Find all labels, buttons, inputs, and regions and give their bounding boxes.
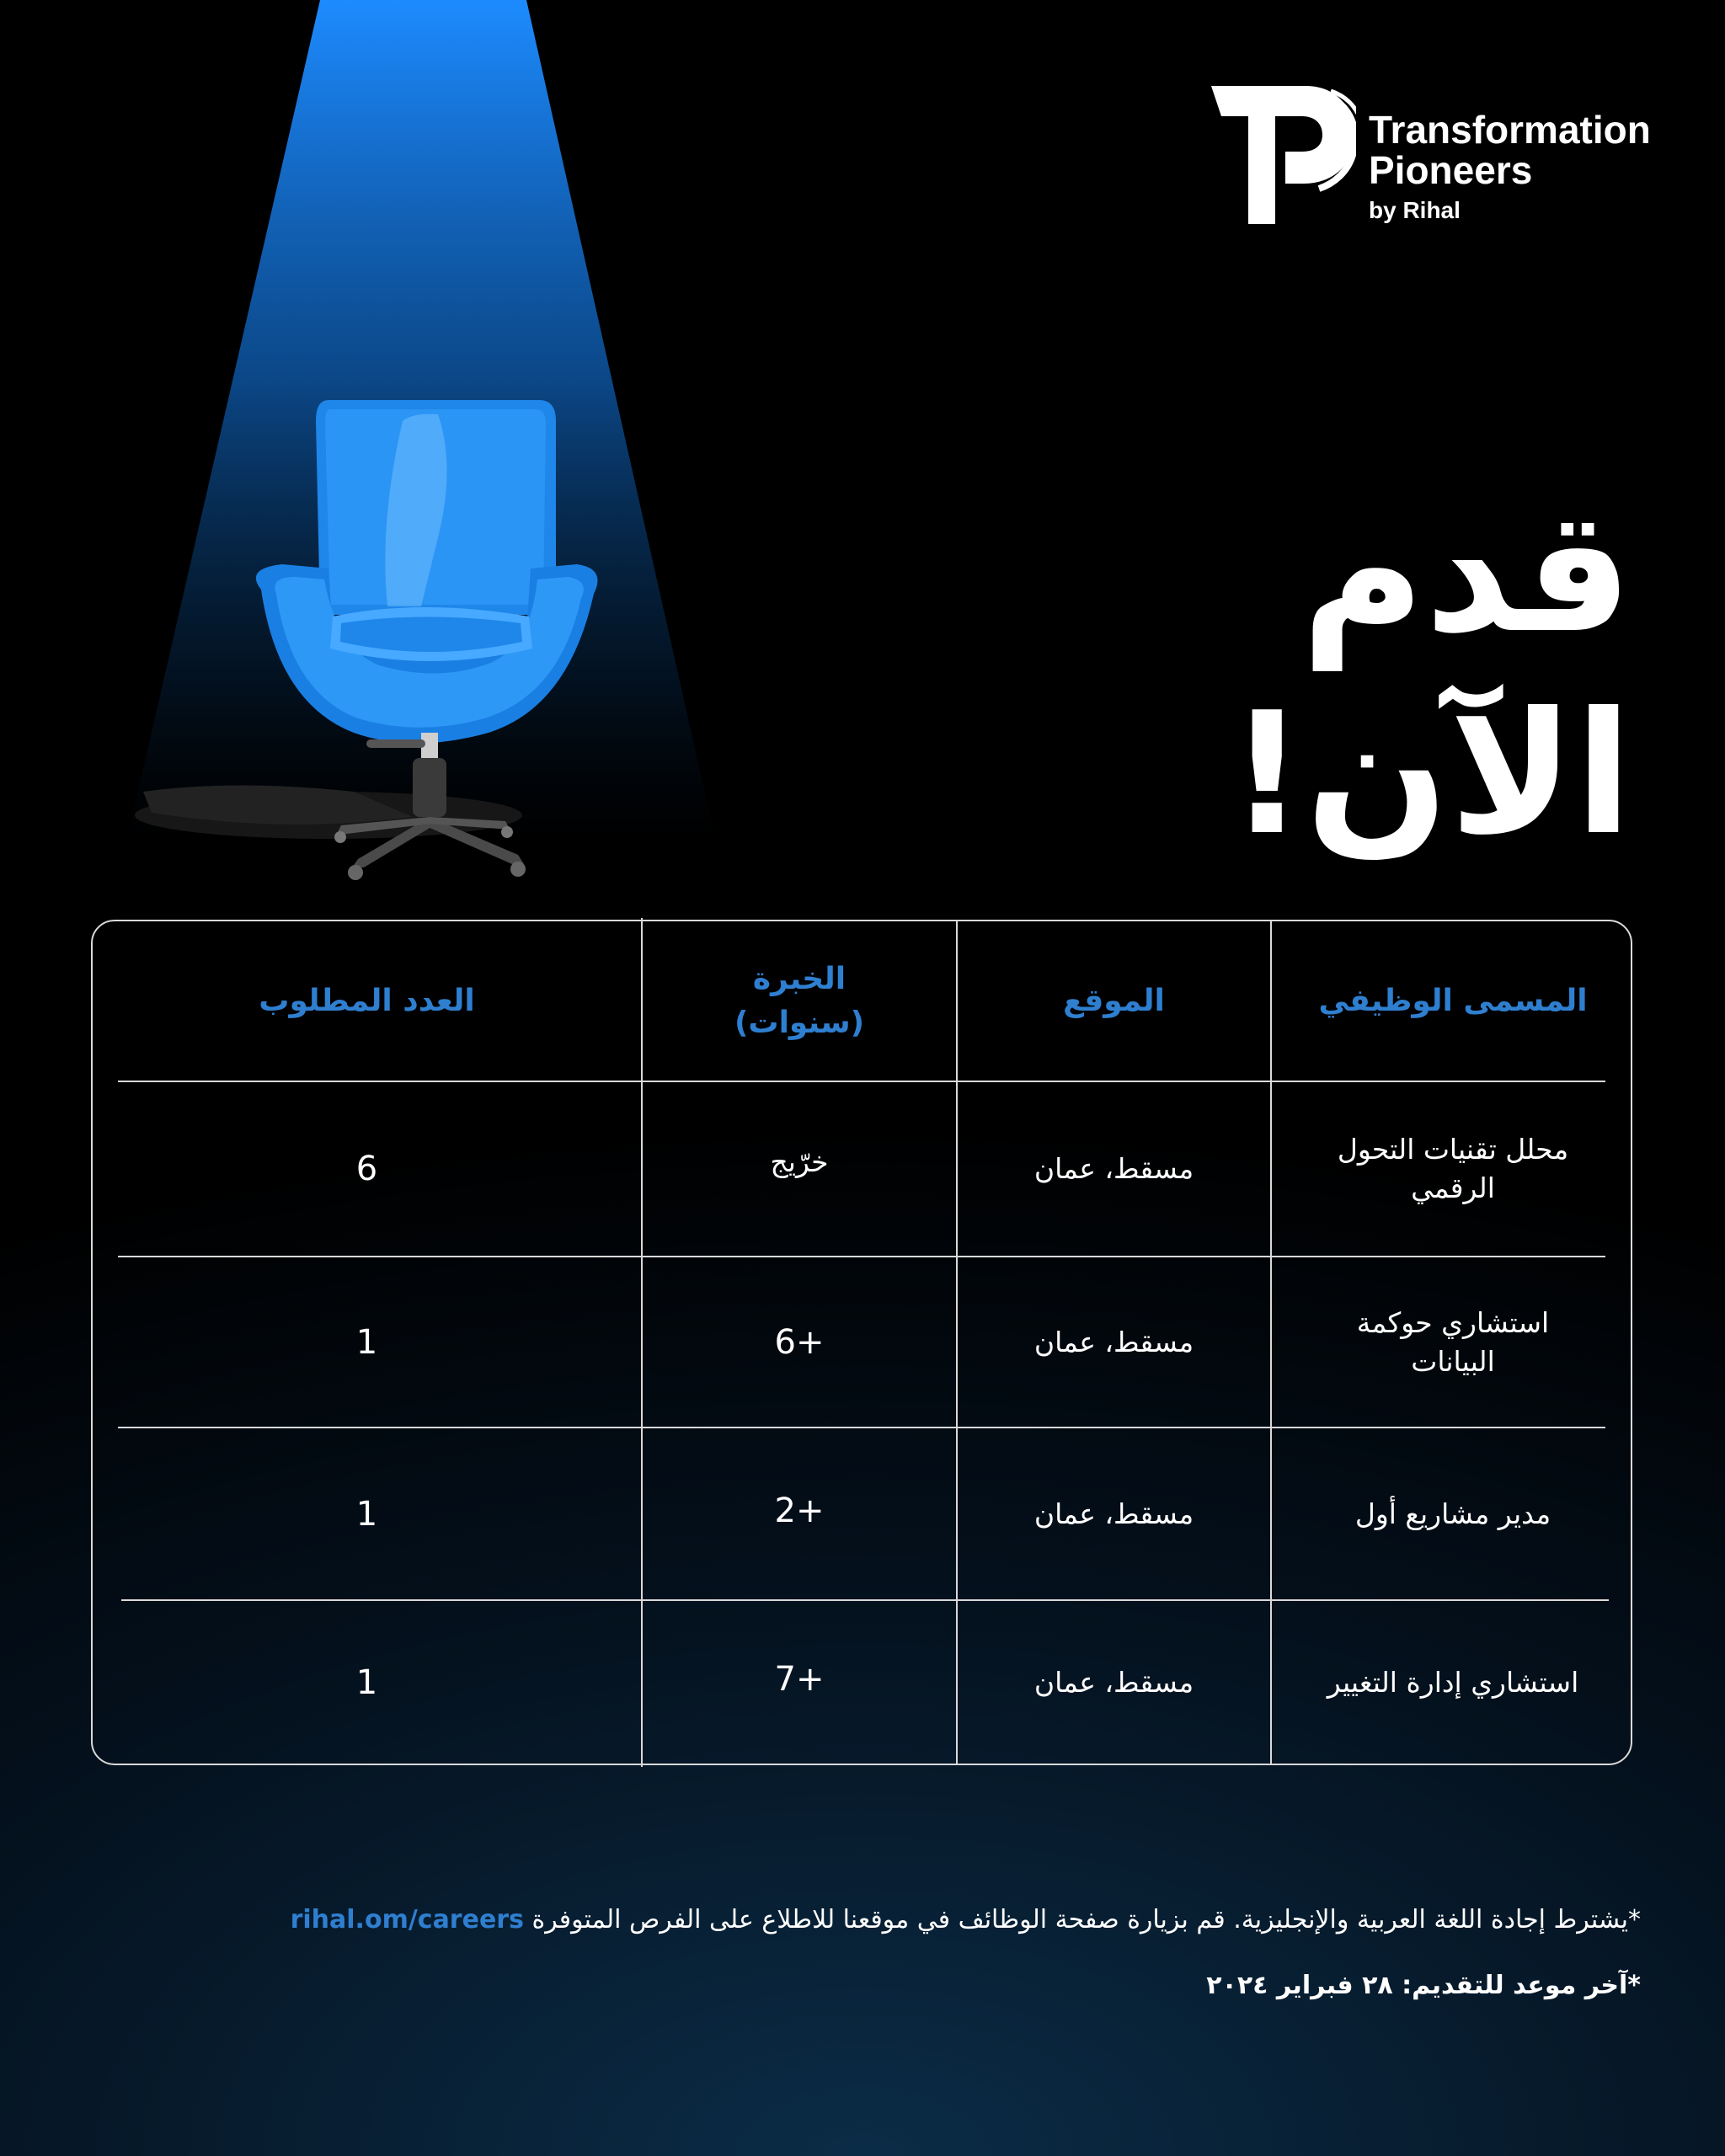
table-row-title [1272, 1601, 1634, 1764]
job-title-line1: استشاري إدارة التغيير [1327, 1665, 1579, 1699]
job-title-line1: استشاري حوكمة [1356, 1305, 1550, 1339]
headline-line1: قدم [1300, 474, 1632, 670]
deadline-note: *آخر موعد للتقديم: ٢٨ فبراير ٢٠٢٤ [1206, 1971, 1641, 2000]
job-title-line1: مدير مشاريع أول [1354, 1497, 1551, 1530]
page-headline [874, 472, 1632, 876]
job-experience: +7 [774, 1660, 825, 1699]
job-location: مسقط، عمان [1033, 1497, 1194, 1530]
job-title-line2: البيانات [1411, 1344, 1495, 1378]
office-chair-illustration [135, 396, 640, 893]
job-experience: +2 [774, 1492, 825, 1530]
tp-monogram-icon [1204, 74, 1356, 226]
header-job-title: المسمى الوظيفي [1318, 983, 1588, 1018]
job-location: مسقط، عمان [1033, 1665, 1194, 1699]
job-location: مسقط، عمان [1033, 1152, 1194, 1185]
brand-logo [1204, 74, 1651, 234]
brand-name-line1: Transformation [1369, 108, 1651, 152]
job-experience: +6 [774, 1322, 825, 1362]
brand-name-line2: Pioneers [1369, 148, 1533, 192]
careers-link[interactable]: rihal.om/careers [290, 1905, 524, 1935]
job-title-line2: الرقمي [1411, 1171, 1495, 1204]
job-count: 1 [355, 1494, 378, 1534]
brand-byline: by Rihal [1369, 197, 1461, 223]
header-count: العدد المطلوب [259, 983, 475, 1018]
table-row-title [1272, 1082, 1634, 1256]
job-count: 1 [355, 1322, 378, 1362]
job-count: 1 [355, 1662, 378, 1702]
job-experience: خرّيج [770, 1145, 829, 1178]
job-count: 6 [355, 1150, 378, 1188]
jobs-table [91, 920, 1632, 1765]
table-row-title [1272, 1428, 1634, 1599]
header-experience [643, 921, 956, 1081]
header-experience-line2: (سنوات) [734, 1005, 865, 1040]
headline-line2: الآن! [1228, 676, 1632, 873]
header-location: الموقع [1063, 983, 1165, 1018]
job-location: مسقط، عمان [1033, 1325, 1194, 1358]
job-title-line1: محلل تقنيات التحول [1337, 1133, 1569, 1166]
requirement-text: *يشترط إجادة اللغة العربية والإنجليزية. قم بزيارة صفحة الوظائف في موقعنا للاطلاع على الفرص المتوفرة [531, 1905, 1641, 1935]
header-experience-line1: الخبرة [752, 961, 846, 996]
table-row-title [1272, 1257, 1634, 1427]
requirement-note [291, 1905, 1641, 1935]
